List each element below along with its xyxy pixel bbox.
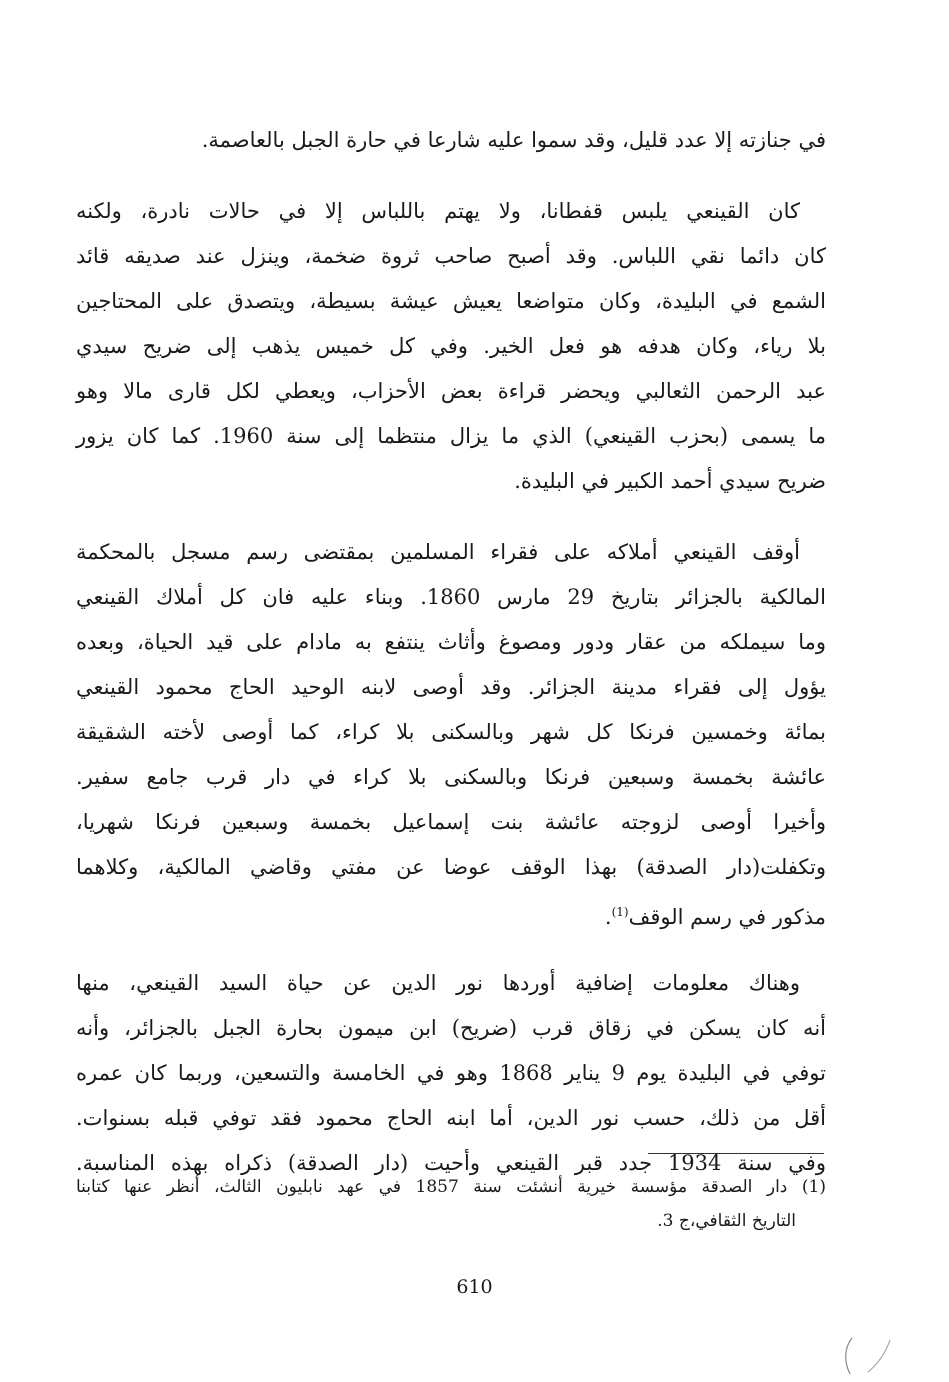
page-number: 610 xyxy=(456,1276,493,1298)
footnote-line xyxy=(76,1170,826,1204)
text-line: ما يسمى (بحزب القينعي) الذي ما يزال منتظما إلى سنة 1960. كما كان يزور xyxy=(76,424,826,448)
footnote-line: التاريخ الثقافي،ج 3. xyxy=(657,1211,796,1231)
text-line xyxy=(76,890,826,935)
paragraph xyxy=(76,530,826,935)
text-fragment: مذكور في رسم الوقف xyxy=(628,905,826,929)
paragraph xyxy=(76,118,826,163)
footnote-reference[interactable]: (1) xyxy=(611,905,629,919)
text-line: وهناك معلومات إضافية أوردها نور الدين عن حياة السيد القينعي، منها xyxy=(76,971,800,995)
end-punctuation: . xyxy=(604,905,612,929)
text-line: عبد الرحمن الثعالبي ويحضر قراءة بعض الأحزاب، ويعطي لكل قارى مالا وهو xyxy=(76,379,826,403)
text-line: أنه كان يسكن في زقاق قرب (ضريح) ابن ميمون بحارة الجبل بالجزائر، وأنه xyxy=(76,1016,826,1040)
text-line: المالكية بالجزائر بتاريخ 29 مارس 1860. وبناء عليه فان كل أملاك القينعي xyxy=(76,585,827,609)
text-line: عائشة بخمسة وسبعين فرنكا وبالسكنى بلا كراء في دار قرب جامع سفير. xyxy=(76,765,826,789)
text-line: ضريح سيدي أحمد الكبير في البليدة. xyxy=(514,469,826,493)
text-line: توفي في البليدة يوم 9 يناير 1868 وهو في الخامسة والتسعين، وربما كان عمره xyxy=(76,1061,826,1085)
pencil-mark xyxy=(838,1330,898,1380)
text-line: الشمع في البليدة، وكان متواضعا يعيش عيشة بسيطة، ويتصدق على المحتاجين xyxy=(76,289,826,313)
text-line: بلا رياء، وكان هدفه هو فعل الخير. وفي كل خميس يذهب إلى ضريح سيدي xyxy=(76,334,826,358)
text-line: كان القينعي يلبس قفطانا، ولا يهتم باللباس إلا في حالات نادرة، ولكنه xyxy=(76,199,800,223)
text-line: أقل من ذلك، حسب نور الدين، أما ابنه الحاج محمود فقد توفي قبله بسنوات. xyxy=(76,1106,826,1130)
text-line: كان دائما نقي اللباس. وقد أصبح صاحب ثروة ضخمة، وينزل عند صديقه قائد xyxy=(76,244,826,268)
text-line: وأخيرا أوصى لزوجته عائشة بنت إسماعيل بخمسة وسبعين فرنكا شهريا، xyxy=(76,810,826,834)
text-line: وما سيملكه من عقار ودور ومصوغ وأثاث ينتفع به مادام على قيد الحياة، وبعده xyxy=(76,630,826,654)
paragraph-gap xyxy=(76,504,826,530)
page-body xyxy=(76,118,826,1186)
paragraph-gap xyxy=(76,935,826,961)
footnote-divider xyxy=(648,1153,824,1154)
paragraph-gap xyxy=(76,163,826,189)
footnote-marker: (1) xyxy=(801,1177,827,1197)
footnote-text: دار الصدقة مؤسسة خيرية أنشئت سنة 1857 في عهد نابليون الثالث، أنظر عنها كتابنا xyxy=(76,1177,788,1197)
paragraph xyxy=(76,189,826,504)
text-line: وتكفلت(دار الصدقة) بهذا الوقف عوضا عن مفتي وقاضي المالكية، وكلاهما xyxy=(76,855,826,879)
text-line: بمائة وخمسين فرنكا كل شهر وبالسكنى بلا كراء، كما أوصى لأخته الشقيقة xyxy=(76,720,826,744)
text-line: وفي سنة 1934 جدد قبر القينعي وأحيت (دار الصدقة) ذكراه بهذه المناسبة. xyxy=(76,1151,826,1175)
text-line: في جنازته إلا عدد قليل، وقد سموا عليه شارعا في حارة الجبل بالعاصمة. xyxy=(201,128,826,152)
footnotes xyxy=(76,1170,826,1238)
text-line: أوقف القينعي أملاكه على فقراء المسلمين بمقتضى رسم مسجل بالمحكمة xyxy=(76,540,800,564)
text-line: يؤول إلى فقراء مدينة الجزائر. وقد أوصى لابنه الوحيد الحاج محمود القينعي xyxy=(76,675,826,699)
